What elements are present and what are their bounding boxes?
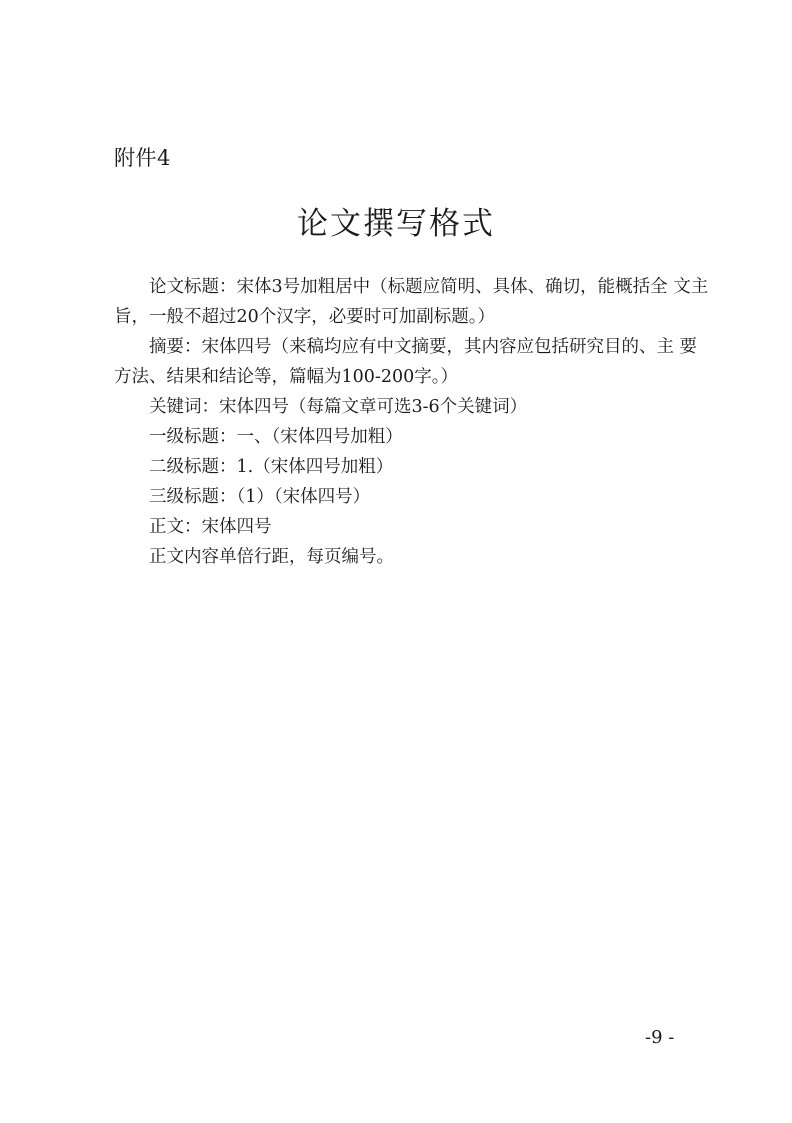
document-title: 论文撰写格式: [297, 206, 495, 242]
paragraph-line: 正文：宋体四号: [149, 517, 272, 537]
paragraph-line: 关键词：宋体四号（每篇文章可选3-6个关键词）: [149, 397, 528, 417]
paragraph-line: 三级标题：（1）（宋体四号）: [149, 487, 371, 507]
paragraph-line: 正文内容单倍行距，每页编号。: [149, 547, 394, 567]
paragraph-line: 一级标题：一、（宋体四号加粗）: [149, 427, 403, 447]
paragraph-paper-title-format: [114, 272, 709, 332]
paragraph-abstract-format: [114, 332, 709, 392]
paragraph-level2-heading-format: [114, 452, 709, 482]
paragraph-line: 旨，一般不超过20个汉字，必要时可加副标题。）: [114, 307, 496, 327]
paragraph-body-text-format: [114, 512, 709, 542]
paragraph-level1-heading-format: [114, 422, 709, 452]
paragraph-line: 二级标题：1.（宋体四号加粗）: [149, 457, 394, 477]
paragraph-level3-heading-format: [114, 482, 709, 512]
document-body: [114, 272, 709, 572]
paragraph-line: 摘要：宋体四号（来稿均应有中文摘要，其内容应包括研究目的、主 要: [149, 337, 698, 357]
paragraph-line: 论文标题：宋体3号加粗居中（标题应简明、具体、确切，能概括全 文主: [149, 277, 709, 297]
paragraph-line: 方法、结果和结论等，篇幅为100-200字。）: [114, 367, 458, 387]
page-number: -9 -: [645, 1027, 675, 1048]
paragraph-spacing-note: [114, 542, 709, 572]
attachment-label: 附件4: [114, 146, 171, 170]
paragraph-keywords-format: [114, 392, 709, 422]
